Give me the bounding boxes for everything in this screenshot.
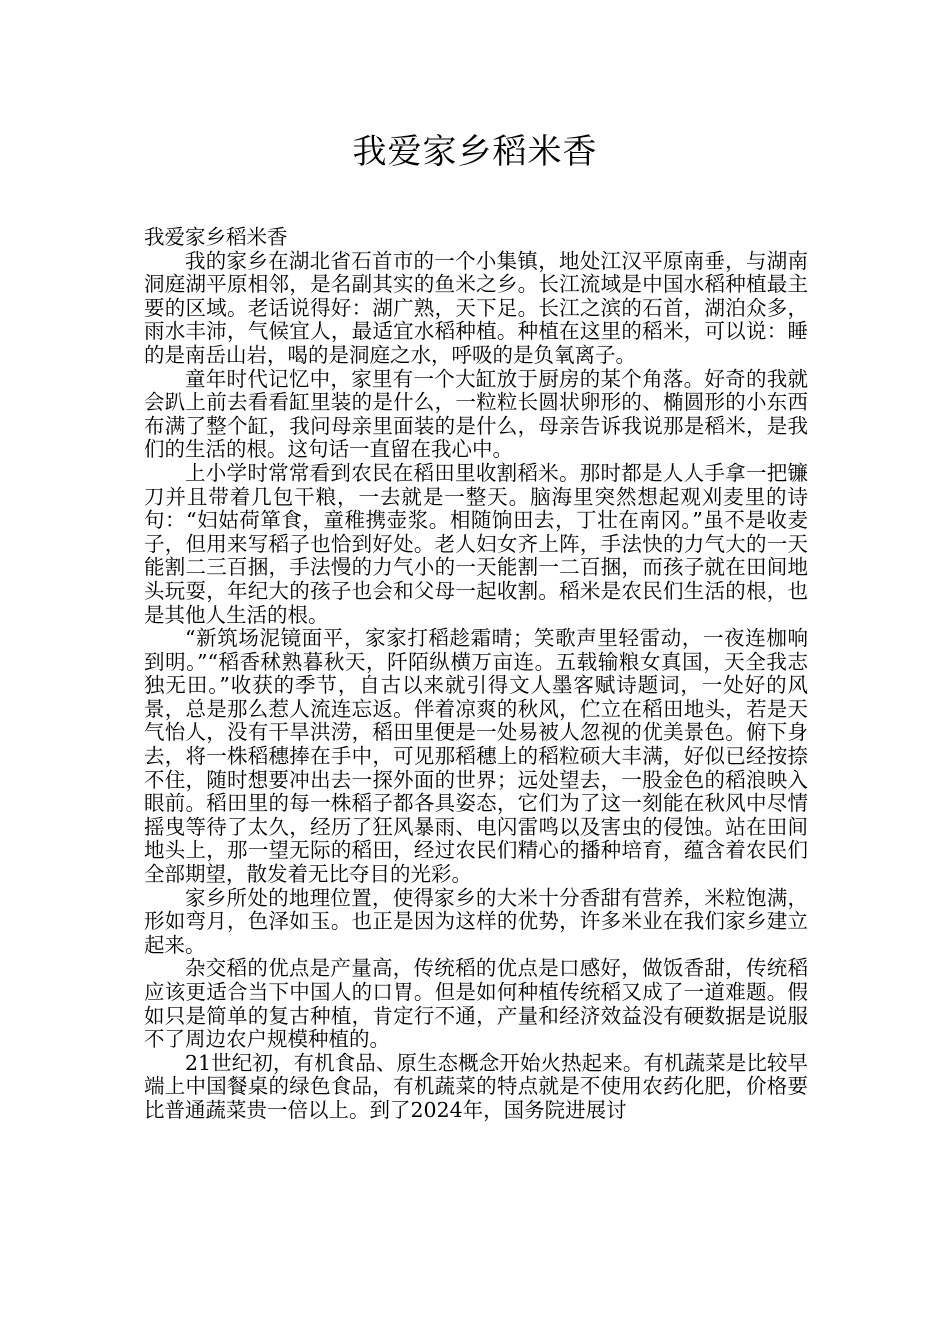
paragraph: “新筑场泥镜面平，家家打稻趁霜晴；笑歌声里轻雷动，一夜连枷响到明。”“稻香秫熟暮秋天，阡陌纵横万亩连。五载输粮女真国，天全我志独无田。”收获的季节，自古以来就引得文人墨客赋诗题词，一处好的风景，总是那么惹人流连忘返。伴着凉爽的秋风，伫立在稻田地头，若是天气怡人，没有干旱洪涝，稻田里便是一处易被人忽视的优美景色。俯下身去，将一株稻穗捧在手中，可见那稻穗上的稻粒硕大丰满，好似已经按捺不住，随时想要冲出去一探外面的世界；远处望去，一股金色的稻浪映入眼前。稻田里的每一株稻子都各具姿态，它们为了这一刻能在秋风中尽情摇曳等待了太久，经历了狂风暴雨、电闪雷鸣以及害虫的侵蚀。站在田间地头上，那一望无际的稻田，经过农民们精心的播种培育，蕴含着农民们全部期望，散发着无比夺目的光彩。 — [144, 626, 808, 887]
paragraph: 童年时代记忆中，家里有一个大缸放于厨房的某个角落。好奇的我就会趴上前去看看缸里装的是什么，一粒粒长圆状卵形的、椭圆形的小东西布满了整个缸，我问母亲里面装的是什么，母亲告诉我说那是稻米，是我们的生活的根。这句话一直留在我心中。 — [144, 366, 808, 462]
paragraph: 我的家乡在湖北省石首市的一个小集镇，地处江汉平原南垂，与湖南洞庭湖平原相邻，是名副其实的鱼米之乡。长江流域是中国水稻种植最主要的区域。老话说得好：湖广熟，天下足。长江之滨的石首，湖泊众多，雨水丰沛，气候宜人，最适宜水稻种植。种植在这里的稻米，可以说：睡的是南岳山岩，喝的是洞庭之水，呼吸的是负氧离子。 — [144, 248, 808, 367]
paragraph: 家乡所处的地理位置，使得家乡的大米十分香甜有营养，米粒饱满，形如弯月，色泽如玉。也正是因为这样的优势，许多米业在我们家乡建立起来。 — [144, 885, 808, 957]
document-body — [144, 226, 808, 1123]
paragraph: 21世纪初，有机食品、原生态概念开始火热起来。有机蔬菜是比较早端上中国餐桌的绿色食品，有机蔬菜的特点就是不使用农药化肥，价格要比普通蔬菜贵一倍以上。到了2024年，国务院进展讨 — [144, 1050, 808, 1122]
document-title: 我爱家乡稻米香 — [352, 132, 598, 172]
paragraph: 上小学时常常看到农民在稻田里收割稻米。那时都是人人手拿一把镰刀并且带着几包干粮，一去就是一整天。脑海里突然想起观刈麦里的诗句：“妇姑荷箪食，童稚携壶浆。相随饷田去，丁壮在南冈。”虽不是收麦子，但用来写稻子也恰到好处。老人妇女齐上阵，手法快的力气大的一天能割二三百捆，手法慢的力气小的一天能割一二百捆，而孩子就在田间地头玩耍，年纪大的孩子也会和父母一起收割。稻米是农民们生活的根，也是其他人生活的根。 — [144, 460, 808, 627]
document-subtitle: 我爱家乡稻米香 — [144, 225, 288, 249]
paragraph: 杂交稻的优点是产量高，传统稻的优点是口感好，做饭香甜，传统稻应该更适合当下中国人的口胃。但是如何种植传统稻又成了一道难题。假如只是简单的复古种植，肯定行不通，产量和经济效益没有硬数据是说服不了周边农户规模种植的。 — [144, 956, 808, 1052]
